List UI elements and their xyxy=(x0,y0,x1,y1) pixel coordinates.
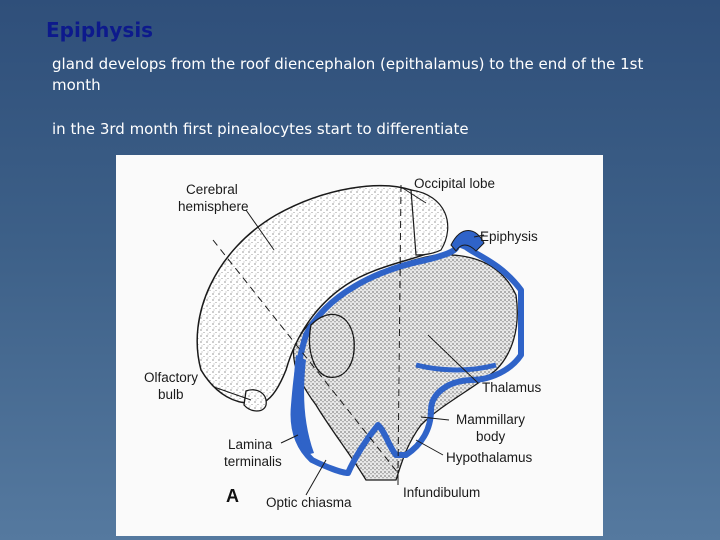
label-lamina-terminalis-line2: terminalis xyxy=(224,454,282,469)
label-optic-chiasma: Optic chiasma xyxy=(266,495,352,510)
brain-diagram xyxy=(116,155,603,536)
thalamus-bulge xyxy=(310,314,355,377)
label-mammillary-body-line1: Mammillary xyxy=(456,412,525,427)
label-thalamus: Thalamus xyxy=(482,380,542,395)
panel-letter: A xyxy=(226,486,239,506)
label-mammillary-body-line2: body xyxy=(476,429,506,444)
label-infundibulum: Infundibulum xyxy=(403,485,481,500)
label-occipital-lobe: Occipital lobe xyxy=(414,176,496,191)
label-lamina-terminalis-line1: Lamina xyxy=(228,437,273,452)
bullet-gland-development: gland develops from the roof diencephalon (epithalamus) to the end of the 1st month xyxy=(52,55,644,94)
slide-title: Epiphysis xyxy=(46,18,154,42)
label-hypothalamus: Hypothalamus xyxy=(446,450,533,465)
bullet-pinealocytes: in the 3rd month first pinealocytes start to differentiate xyxy=(52,120,469,138)
label-epiphysis: Epiphysis xyxy=(480,229,538,244)
label-cerebral-hemisphere-line2: hemisphere xyxy=(178,199,249,214)
label-olfactory-bulb-line1: Olfactory xyxy=(144,370,199,385)
label-olfactory-bulb-line2: bulb xyxy=(158,387,184,402)
brain-diagram-svg xyxy=(116,155,603,536)
label-cerebral-hemisphere-line1: Cerebral xyxy=(186,182,238,197)
